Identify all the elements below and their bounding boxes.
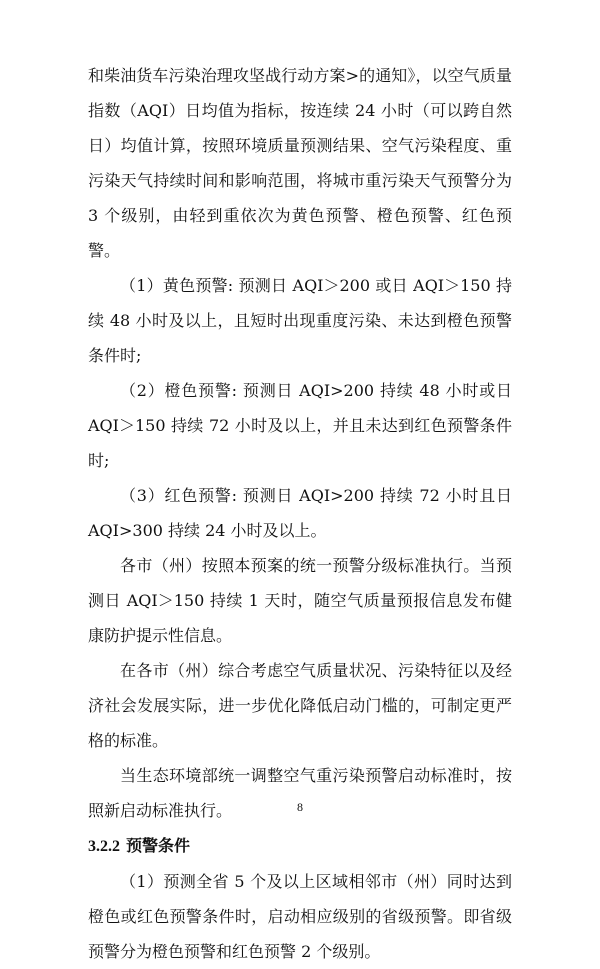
paragraph-warning-levels-intro: 和柴油货车污染治理攻坚战行动方案>的通知》，以空气质量指数（AQI）日均值为指标，按连续 24 小时（可以跨自然日）均值计算，按照环境质量预测结果、空气污染程度、重污染天气持续时间和影响范围，将城市重污染天气预警分为 3 个级别，由轻到重依次为黄色预警、橙色预警、红色预警。	[88, 66, 512, 260]
page-body	[88, 58, 512, 969]
paragraph-ministry-adjustment: 当生态环境部统一调整空气重污染预警启动标准时，按照新启动标准执行。	[88, 766, 512, 820]
paragraph-city-standards: 各市（州）按照本预案的统一预警分级标准执行。当预测日 AQI＞150 持续 1 天时，随空气质量预报信息发布健康防护提示性信息。	[88, 556, 512, 645]
paragraph-red-warning: （3）红色预警: 预测日 AQI>200 持续 72 小时且日 AQI>300 持续 24 小时及以上。	[88, 486, 512, 540]
paragraph-yellow-warning: （1）黄色预警: 预测日 AQI＞200 或日 AQI＞150 持续 48 小时及以上，且短时出现重度污染、未达到橙色预警条件时;	[88, 276, 512, 365]
paragraph-orange-warning: （2）橙色预警: 预测日 AQI>200 持续 48 小时或日 AQI＞150 持续 72 小时及以上，并且未达到红色预警条件时;	[88, 381, 512, 470]
page-number: 8	[297, 800, 303, 814]
paragraph-stricter-standards: 在各市（州）综合考虑空气质量状况、污染特征以及经济社会发展实际，进一步优化降低启动门槛的，可制定更严格的标准。	[88, 661, 512, 750]
section-number: 3.2.2	[88, 838, 120, 855]
paragraph-provincial-warning: （1）预测全省 5 个及以上区域相邻市（州）同时达到橙色或红色预警条件时，启动相应级别的省级预警。即省级预警分为橙色预警和红色预警 2 个级别。	[88, 872, 512, 961]
section-title: 预警条件	[126, 836, 191, 855]
section-heading	[88, 828, 512, 864]
